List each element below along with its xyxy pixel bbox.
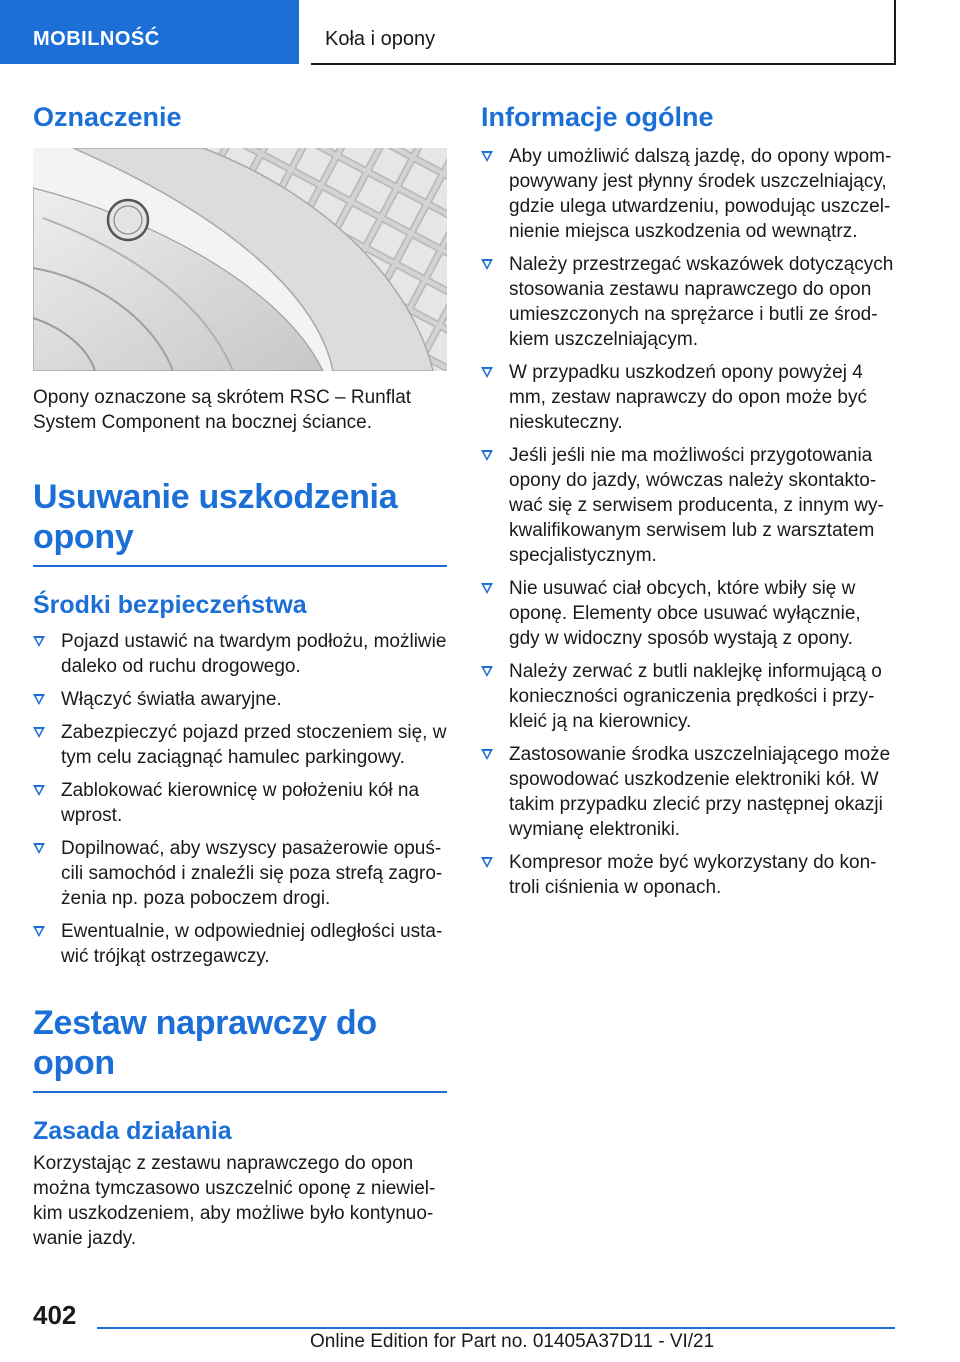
- tire-figure: [33, 148, 447, 371]
- triangle-bullet-icon: [481, 450, 493, 461]
- triangle-bullet-icon: [481, 749, 493, 760]
- safety-heading: Środki bezpieczeństwa: [33, 591, 307, 619]
- principle-heading: Zasada działania: [33, 1117, 232, 1145]
- page-number: 402: [33, 1300, 77, 1330]
- list-item: Aby umożliwić dalszą jazdę, do opony wpompowywany jest płynny środek uszczelniający, gdzie ulega utwardzeniu, powodując uszczelnienie miejsca uszkodzenia od wewnątrz.: [481, 144, 895, 244]
- list-item: Zastosowanie środka uszczelniającego może spowodować uszkodzenie elektroniki kół. W takim przypadku zlecić przy następnej okazji wymianę elektroniki.: [481, 742, 895, 842]
- list-item: Kompresor może być wykorzystany do kontroli ciśnienia w oponach.: [481, 850, 895, 900]
- triangle-bullet-icon: [481, 857, 493, 868]
- chapter-title: Koła i opony: [325, 28, 436, 50]
- list-item: Należy przestrzegać wskazówek dotyczących stosowania zestawu naprawczego do opon umieszczonych na sprężarce i butli ze środkiem uszczelniającym.: [481, 252, 895, 352]
- list-item: Dopilnować, aby wszyscy pasażerowie opuścili samochód i znaleźli się poza strefą zagrożenia np. poza poboczem drogi.: [33, 836, 447, 911]
- triangle-bullet-icon: [33, 843, 45, 854]
- list-item: Jeśli jeśli nie ma możliwości przygotowania opony do jazdy, wówczas należy skontaktować się z serwisem producenta, z innym wykwalifikowanym serwisem lub z warsztatem specjalistycznym.: [481, 443, 895, 568]
- footer-rule: [97, 1327, 895, 1329]
- list-item: Należy zerwać z butli naklejkę informującą o konieczności ograniczenia prędkości i przykleić ją na kierownicy.: [481, 659, 895, 734]
- right-column: [481, 100, 895, 908]
- kit-heading: Zestaw naprawczy do opon: [33, 1004, 377, 1082]
- triangle-bullet-icon: [481, 666, 493, 677]
- list-item: Pojazd ustawić na twardym podłożu, możliwie daleko od ruchu drogowego.: [33, 629, 447, 679]
- list-item: Włączyć światła awaryjne.: [33, 687, 447, 712]
- general-heading: Informacje ogólne: [481, 102, 714, 132]
- triangle-bullet-icon: [33, 636, 45, 647]
- damage-heading: Usuwanie uszkodzenia opony: [33, 478, 398, 556]
- list-item: Ewentualnie, w odpowiedniej odległości ustawić trójkąt ostrzegawczy.: [33, 919, 447, 969]
- triangle-bullet-icon: [481, 151, 493, 162]
- edition-note: Online Edition for Part no. 01405A37D11 - VI/21: [310, 1331, 715, 1352]
- triangle-bullet-icon: [33, 785, 45, 796]
- marking-heading: Oznaczenie: [33, 102, 182, 132]
- safety-list: [33, 629, 447, 969]
- triangle-bullet-icon: [481, 259, 493, 270]
- section-title: MOBILNOŚĆ: [33, 28, 160, 50]
- left-column: [33, 100, 447, 1251]
- marking-caption: Opony oznaczone są skrótem RSC – Runflat System Component na bocznej ściance.: [33, 387, 412, 433]
- triangle-bullet-icon: [33, 926, 45, 937]
- list-item: Zablokować kierownicę w położeniu kół na wprost.: [33, 778, 447, 828]
- kit-heading-rule: [33, 1091, 447, 1093]
- triangle-bullet-icon: [33, 727, 45, 738]
- chapter-tab: [311, 0, 896, 65]
- section-tab: [0, 0, 299, 64]
- list-item: W przypadku uszkodzeń opony powyżej 4 mm, zestaw naprawczy do opon może być nieskuteczny.: [481, 360, 895, 435]
- triangle-bullet-icon: [481, 583, 493, 594]
- triangle-bullet-icon: [481, 367, 493, 378]
- list-item: Nie usuwać ciał obcych, które wbiły się w oponę. Elementy obce usuwać wyłącznie, gdy w widoczny sposób wystają z opony.: [481, 576, 895, 651]
- principle-text: Korzystając z zestawu naprawczego do opon można tymczasowo uszczelnić oponę z niewielkim uszkodzeniem, aby możliwe było kontynuowanie jazdy.: [33, 1153, 436, 1249]
- triangle-bullet-icon: [33, 694, 45, 705]
- damage-heading-rule: [33, 565, 447, 567]
- general-list: [481, 144, 895, 900]
- list-item: Zabezpieczyć pojazd przed stoczeniem się, w tym celu zaciągnąć hamulec parkingowy.: [33, 720, 447, 770]
- tire-illustration: [33, 148, 447, 371]
